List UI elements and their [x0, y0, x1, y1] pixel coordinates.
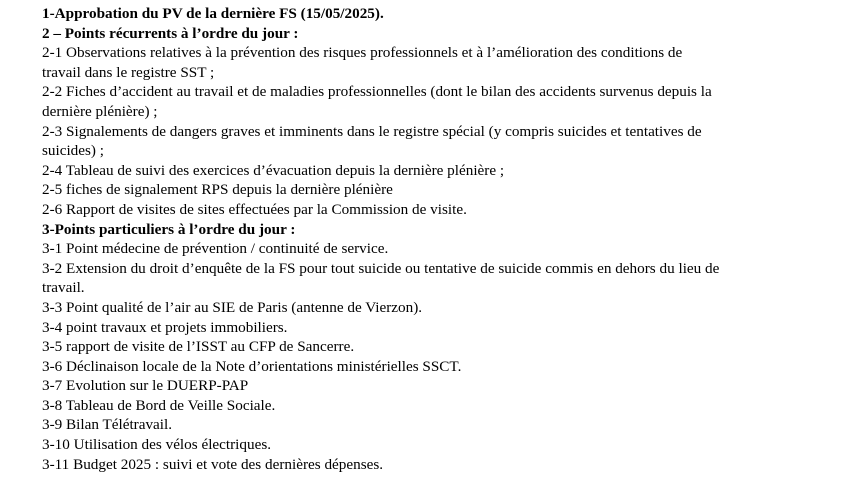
agenda-line: 2-3 Signalements de dangers graves et imminents dans le registre spécial (y compris suicides et tentatives de [42, 122, 702, 140]
agenda-line: dernière plénière) ; [42, 102, 158, 120]
agenda-line: 2-4 Tableau de suivi des exercices d’évacuation depuis la dernière plénière ; [42, 161, 505, 179]
agenda-line: 2-2 Fiches d’accident au travail et de maladies professionnelles (dont le bilan des accidents survenus depuis la [42, 83, 712, 101]
agenda-line: 2-6 Rapport de visites de sites effectuées par la Commission de visite. [42, 200, 467, 218]
agenda-line: 3-4 point travaux et projets immobiliers. [42, 318, 288, 336]
agenda-line: 3-7 Evolution sur le DUERP-PAP [42, 377, 249, 395]
agenda-line: 2-5 fiches de signalement RPS depuis la dernière plénière [42, 181, 393, 199]
agenda-line: 3-5 rapport de visite de l’ISST au CFP de Sancerre. [42, 338, 355, 356]
agenda-line: travail. [42, 279, 85, 297]
agenda-list [42, 4, 842, 474]
agenda-line: 3-1 Point médecine de prévention / continuité de service. [42, 240, 389, 258]
section-heading: 3-Points particuliers à l’ordre du jour : [42, 220, 296, 238]
section-heading: 1-Approbation du PV de la dernière FS (15/05/2025). [42, 5, 384, 22]
section-heading: 2 – Points récurrents à l’ordre du jour : [42, 24, 299, 42]
agenda-line: suicides) ; [42, 142, 105, 160]
agenda-line: 3-8 Tableau de Bord de Veille Sociale. [42, 396, 276, 414]
agenda-line: travail dans le registre SST ; [42, 63, 215, 81]
agenda-line: 3-3 Point qualité de l’air au SIE de Paris (antenne de Vierzon). [42, 298, 423, 316]
agenda-line: 2-1 Observations relatives à la prévention des risques professionnels et à l’amélioration des conditions de [42, 44, 683, 62]
agenda-line: 3-9 Bilan Télétravail. [42, 416, 173, 434]
agenda-line: 3-11 Budget 2025 : suivi et vote des dernières dépenses. [42, 455, 384, 473]
agenda-line: 3-6 Déclinaison locale de la Note d’orientations ministérielles SSCT. [42, 357, 462, 375]
agenda-line: 3-10 Utilisation des vélos électriques. [42, 436, 272, 454]
agenda-line: 3-2 Extension du droit d’enquête de la FS pour tout suicide ou tentative de suicide commis en dehors du lieu de [42, 259, 720, 277]
